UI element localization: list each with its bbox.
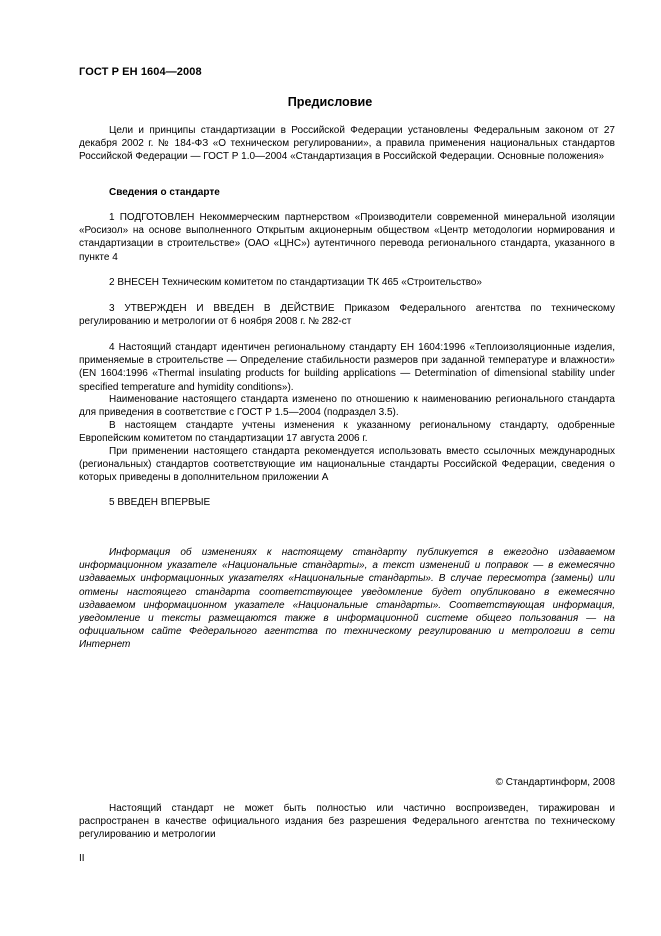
item-4-identical: 4 Настоящий стандарт идентичен региональному стандарту ЕН 1604:1996 «Теплоизоляционные изделия, применяемые в строительстве — Определение стабильности размеров при заданной температуре и влажности» (EN 1604:1996 «Thermal insulating products for building applications — Determination of dimensional stability under specified temperature and hymidity conditions»).: [79, 342, 615, 393]
reproduction-notice: Настоящий стандарт не может быть полностью или частично воспроизведен, тиражирован и распространен в качестве официального издания без разрешения Федерального агентства по техническому регулированию и метрологии: [79, 803, 615, 841]
intro-paragraph: Цели и принципы стандартизации в Российской Федерации установлены Федеральным законом от 27 декабря 2002 г. № 184-ФЗ «О техническом регулировании», а правила применения национальных стандартов Российской Федерации — ГОСТ Р 1.0—2004 «Стандартизация в Российской Федерации. Основные положения»: [79, 125, 615, 163]
item-4-changes-accounted: В настоящем стандарте учтены изменения к указанному региональному стандарту, одобренные Европейским комитетом по стандартизации 17 августа 2006 г.: [79, 420, 615, 445]
page-number: II: [79, 853, 85, 864]
item-5-first-introduced: 5 ВВЕДЕН ВПЕРВЫЕ: [109, 497, 211, 508]
item-2-introduced: 2 ВНЕСЕН Техническим комитетом по стандартизации ТК 465 «Строительство»: [109, 277, 482, 288]
section-subheading: Сведения о стандарте: [109, 187, 220, 198]
item-4-name-changed: Наименование настоящего стандарта изменено по отношению к наименованию регионального стандарта для приведения в соответствие с ГОСТ Р 1.5—2004 (подраздел 3.5).: [79, 394, 615, 419]
copyright-line: © Стандартинформ, 2008: [495, 777, 615, 788]
item-4-references: При применении настоящего стандарта рекомендуется использовать вместо ссылочных международных (региональных) стандартов соответствующие им национальные стандарты Российской Федерации, сведения о которых приведены в дополнительном приложении А: [79, 446, 615, 484]
document-header-code: ГОСТ Р ЕН 1604—2008: [79, 66, 202, 78]
page-title: Предисловие: [287, 95, 373, 109]
info-notice-paragraph: Информация об изменениях к настоящему стандарту публикуется в ежегодно издаваемом информационном указателе «Национальные стандарты», а текст изменений и поправок — в ежемесячно издаваемых информационных указателях «Национальные стандарты». В случае пересмотра (замены) или отмены настоящего стандарта соответствующее уведомление будет опубликовано в ежемесячно издаваемом информационном указателе «Национальные стандарты». Соответствующая информация, уведомление и тексты размещаются также в информационной системе общего пользования — на официальном сайте Федерального агентства по техническому регулированию и метрологии в сети Интернет: [79, 547, 615, 651]
item-1-prepared: 1 ПОДГОТОВЛЕН Некоммерческим партнерством «Производители современной минеральной изоляции «Росизол» на основе выполненного Открытым акционерным обществом «Центр методологии нормирования и стандартизации в строительстве» (ОАО «ЦНС») аутентичного перевода регионального стандарта, указанного в пункте 4: [79, 212, 615, 263]
item-3-approved: 3 УТВЕРЖДЕН И ВВЕДЕН В ДЕЙСТВИЕ Приказом Федерального агентства по техническому регулированию и метрологии от 6 ноября 2008 г. № 282-ст: [79, 303, 615, 328]
